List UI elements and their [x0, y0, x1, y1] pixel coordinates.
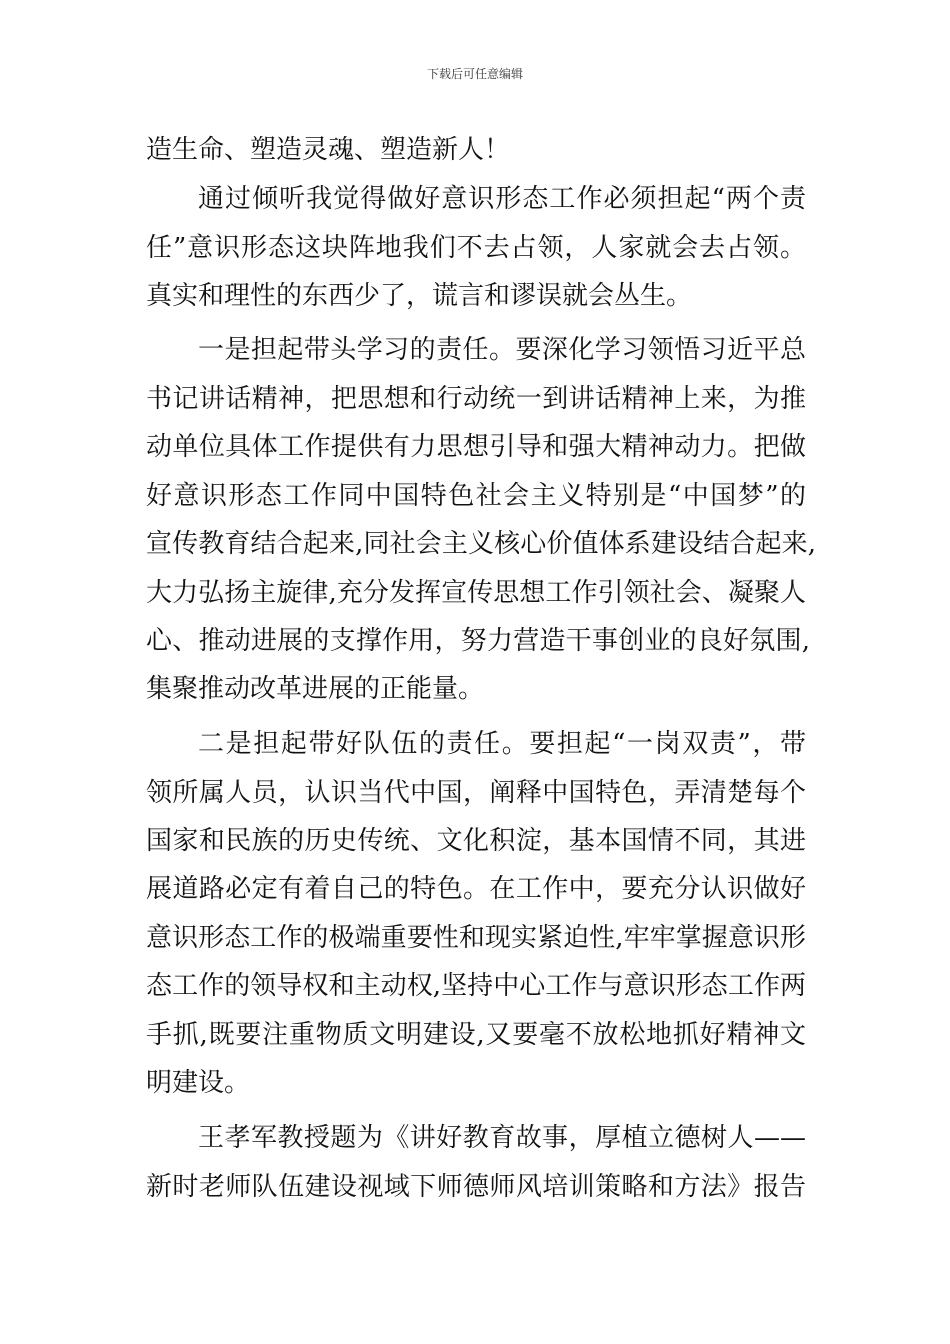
- text-line: 大力弘扬主旋律,充分发挥宣传思想工作引领社会、凝聚人: [146, 578, 806, 608]
- text-line: 宣传教育结合起来,同社会主义核心价值体系建设结合起来,: [146, 529, 816, 559]
- text-line: 新时老师队伍建设视域下师德师风培训策略和方法》报告: [146, 1172, 806, 1202]
- text-line: 王孝军教授题为《讲好教育故事，厚植立德树人——: [198, 1123, 806, 1153]
- text-line: 集聚推动改革进展的正能量。: [146, 674, 485, 704]
- text-line: 真实和理性的东西少了，谎言和谬误就会丛生。: [146, 281, 693, 311]
- text-line: 意识形态工作的极端重要性和现实紧迫性,牢牢掌握意识形: [146, 923, 806, 953]
- text-line: 一是担起带头学习的责任。要深化学习领悟习近平总: [198, 335, 806, 365]
- text-line: 好意识形态工作同中国特色社会主义特别是“中国梦”的: [146, 481, 806, 511]
- text-line: 展道路必定有着自己的特色。在工作中，要充分认识做好: [146, 874, 806, 904]
- text-line: 二是担起带好队伍的责任。要担起“一岗双责”，带: [198, 729, 806, 759]
- text-line: 造生命、塑造灵魂、塑造新人！: [146, 135, 511, 165]
- text-line: 动单位具体工作提供有力思想引导和强大精神动力。把做: [146, 432, 806, 462]
- text-line: 明建设。: [146, 1068, 251, 1098]
- text-line: 心、推动进展的支撑作用，努力营造干事创业的良好氛围,: [146, 626, 810, 656]
- text-line: 书记讲话精神，把思想和行动统一到讲话精神上来，为推: [146, 384, 806, 414]
- text-line: 手抓,既要注重物质文明建设,又要毫不放松地抓好精神文: [146, 1020, 806, 1050]
- text-line: 领所属人员，认识当代中国，阐释中国特色，弄清楚每个: [146, 778, 806, 808]
- text-line: 任”意识形态这块阵地我们不去占领，人家就会去占领。: [146, 233, 806, 263]
- text-line: 通过倾听我觉得做好意识形态工作必须担起“两个责: [198, 184, 806, 214]
- text-line: 国家和民族的历史传统、文化积淀，基本国情不同，其进: [146, 826, 806, 856]
- page-header: 下载后可任意编辑: [426, 67, 523, 81]
- text-line: 态工作的领导权和主动权,坚持中心工作与意识形态工作两: [146, 971, 806, 1001]
